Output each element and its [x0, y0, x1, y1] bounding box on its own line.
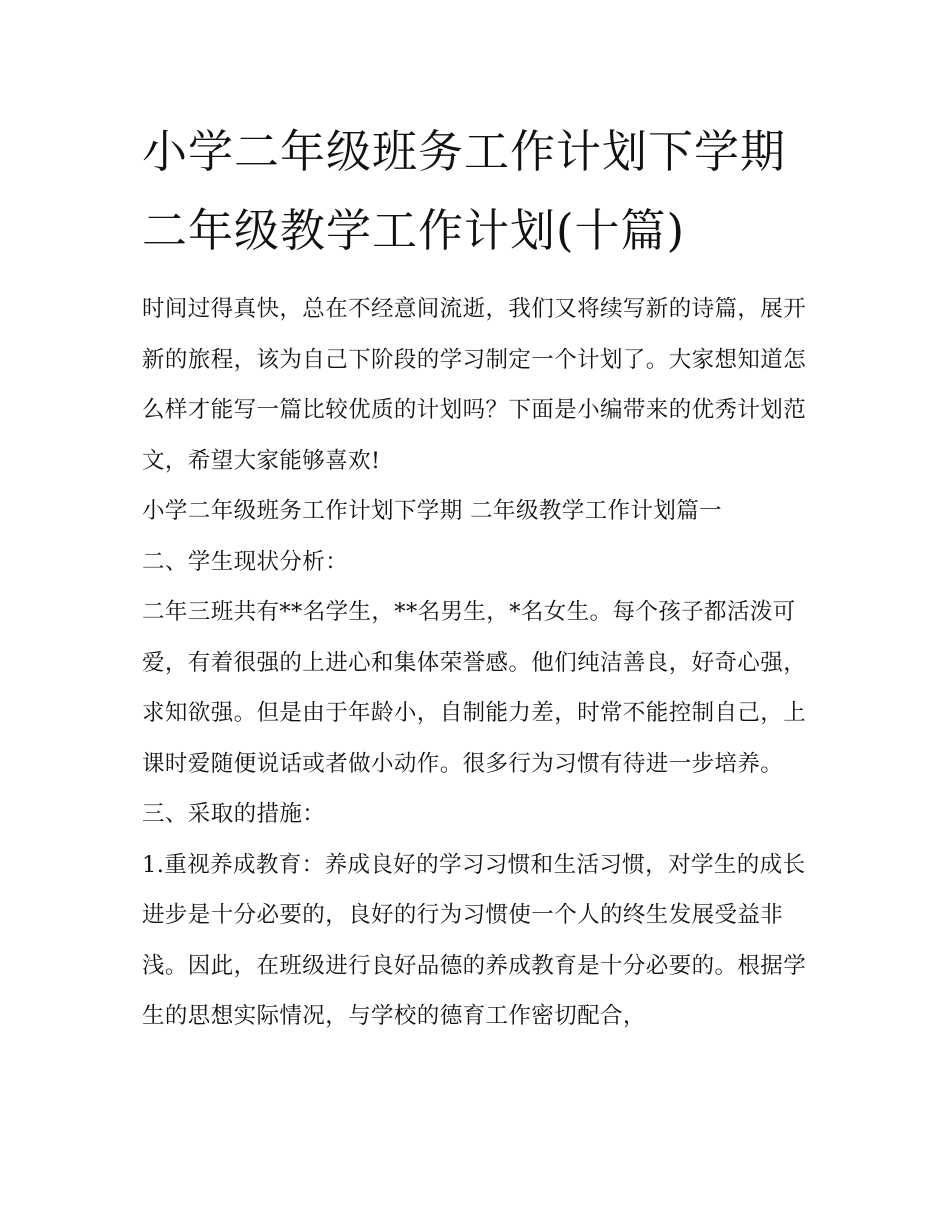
paragraph-measure-1: 1.重视养成教育：养成良好的学习习惯和生活习惯，对学生的成长进步是十分必要的，良好的行为习惯使一个人的终生发展受益非浅。因此，在班级进行良好品德的养成教育是十分必要的。根据学生的思想实际情况，与学校的德育工作密切配合， [142, 851, 807, 1029]
paragraph-measures-heading: 三、采取的措施： [142, 801, 326, 827]
document-title: 小学二年级班务工作计划下学期 二年级教学工作计划(十篇) [142, 125, 787, 257]
paragraph-student-analysis-heading: 二、学生现状分析： [142, 548, 349, 575]
paragraph-section-heading: 小学二年级班务工作计划下学期 二年级教学工作计划篇一 [142, 498, 723, 524]
document-body [142, 112, 814, 1042]
paragraph-intro: 时间过得真快，总在不经意间流逝，我们又将续写新的诗篇，展开新的旅程，该为自己下阶段的学习制定一个计划了。大家想知道怎么样才能写一篇比较优质的计划吗？下面是小编带来的优秀计划范文，希望大家能够喜欢! [142, 296, 807, 474]
paragraph-student-analysis: 二年三班共有**名学生，**名男生，*名女生。每个孩子都活泼可爱，有着很强的上进心和集体荣誉感。他们纯洁善良，好奇心强，求知欲强。但是由于年龄小，自制能力差，时常不能控制自己，上课时爱随便说话或者做小动作。很多行为习惯有待进一步培养。 [142, 599, 807, 777]
